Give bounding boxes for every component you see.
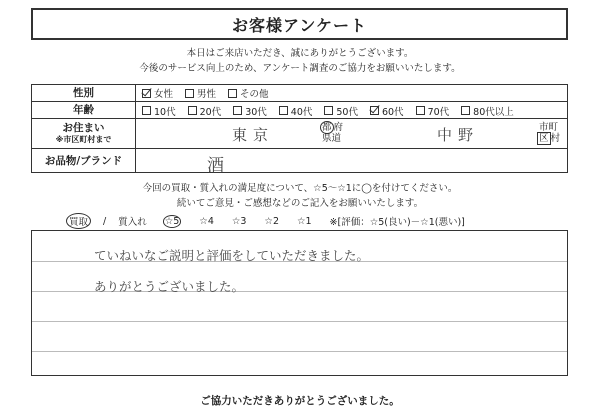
age-label: 年齢: [32, 102, 136, 119]
option-label: その他: [240, 89, 269, 100]
rating-note: ※[評価：☆5(良い)－☆1(悪い)]: [329, 217, 465, 228]
age-option[interactable]: [324, 104, 358, 118]
ruled-line: [32, 321, 567, 322]
comment-box[interactable]: [31, 230, 568, 376]
checkbox-icon[interactable]: [142, 89, 151, 98]
gender-option-male[interactable]: [185, 86, 216, 100]
comment-line-2: ありがとうございました。: [94, 279, 245, 294]
option-label: 40代: [290, 106, 313, 118]
suffix-ku-marked: 区: [539, 133, 549, 144]
age-option-60s[interactable]: [370, 104, 404, 118]
age-option[interactable]: [416, 104, 450, 118]
option-label: 30代: [245, 106, 267, 118]
option-label: 60代: [381, 106, 404, 118]
kaitori-option[interactable]: 買取: [66, 213, 91, 229]
gender-label: 性別: [32, 85, 136, 101]
suffix-mura: 村: [550, 133, 561, 144]
address-sublabel: ※市区町村まで: [55, 135, 112, 144]
product-value[interactable]: 酒: [207, 156, 224, 176]
checkbox-icon[interactable]: [233, 106, 242, 115]
intro-line-1: 本日はご来店いただき、誠にありがとうございます。: [186, 48, 414, 59]
age-option[interactable]: [233, 104, 267, 118]
prefecture-value[interactable]: 東京: [232, 126, 275, 144]
survey-title: [31, 8, 568, 40]
address-label: [32, 119, 136, 149]
product-row: [32, 148, 567, 176]
checkbox-icon[interactable]: [279, 106, 288, 115]
gender-option-female[interactable]: [142, 86, 173, 100]
gender-row: [32, 85, 567, 101]
survey-title-text: お客様アンケート: [231, 15, 368, 35]
checkbox-icon[interactable]: [142, 106, 151, 115]
product-label: お品物/ブランド: [32, 149, 136, 173]
option-label: 10代: [154, 106, 176, 118]
checkbox-icon[interactable]: [228, 89, 237, 98]
age-row: [32, 101, 567, 119]
shichiire-option[interactable]: 質入れ: [118, 217, 147, 228]
age-options: [142, 102, 526, 119]
checkbox-icon[interactable]: [461, 106, 470, 115]
survey-form-table: [31, 84, 568, 176]
checkbox-icon[interactable]: [188, 106, 197, 115]
address-row: [32, 118, 567, 149]
closing-thanks: ご協力いただきありがとうございました。: [200, 395, 400, 407]
age-option[interactable]: [461, 104, 514, 118]
gender-option-other[interactable]: [228, 86, 269, 100]
star-4-option[interactable]: ☆4: [199, 215, 214, 227]
suffix-do: 道: [331, 133, 342, 144]
suffix-shi: 市: [539, 122, 549, 133]
checkbox-icon[interactable]: [416, 106, 425, 115]
intro-line-2: 今後のサービス向上のため、アンケート調査のご協力をお願いいたします。: [139, 63, 461, 74]
rating-intro-line-2: 続いてご意見・ご感想などのご記入をお願いいたします。: [176, 198, 424, 209]
option-label: 20代: [199, 106, 222, 118]
checkbox-icon[interactable]: [324, 106, 333, 115]
gender-options: [142, 85, 281, 101]
suffix-ken: 県: [322, 133, 332, 144]
city-value[interactable]: 中野: [437, 126, 480, 144]
checkbox-icon[interactable]: [185, 89, 194, 98]
star-2-option[interactable]: ☆2: [264, 215, 279, 227]
option-label: 女性: [154, 89, 174, 100]
star-1-option[interactable]: ☆1: [296, 215, 312, 227]
age-option[interactable]: [188, 104, 222, 118]
rating-separator: /: [103, 215, 107, 227]
rating-selector: [66, 213, 465, 229]
comment-line-1: ていねいなご説明と評価をしていただきました。: [94, 248, 370, 263]
option-label: 80代以上: [473, 106, 514, 118]
age-option[interactable]: [142, 104, 176, 118]
address-label-text: お住まい: [62, 122, 105, 134]
option-label: 男性: [197, 89, 217, 100]
age-option[interactable]: [279, 104, 313, 118]
star-5-option[interactable]: ☆5: [164, 215, 180, 227]
rating-intro-line-1: 今回の買取・質入れの満足度について、☆5～☆1に◯を付けてください。: [142, 183, 458, 194]
city-suffix: [537, 122, 560, 144]
star-3-option[interactable]: ☆3: [231, 215, 247, 227]
suffix-to-circled: 都: [322, 122, 332, 133]
checkbox-icon[interactable]: [370, 106, 379, 115]
prefecture-suffix: [320, 122, 343, 144]
suffix-machi: 町: [548, 122, 559, 133]
option-label: 70代: [427, 106, 450, 118]
ruled-line: [32, 351, 567, 352]
suffix-fu: 府: [333, 122, 344, 133]
option-label: 50代: [336, 106, 358, 118]
